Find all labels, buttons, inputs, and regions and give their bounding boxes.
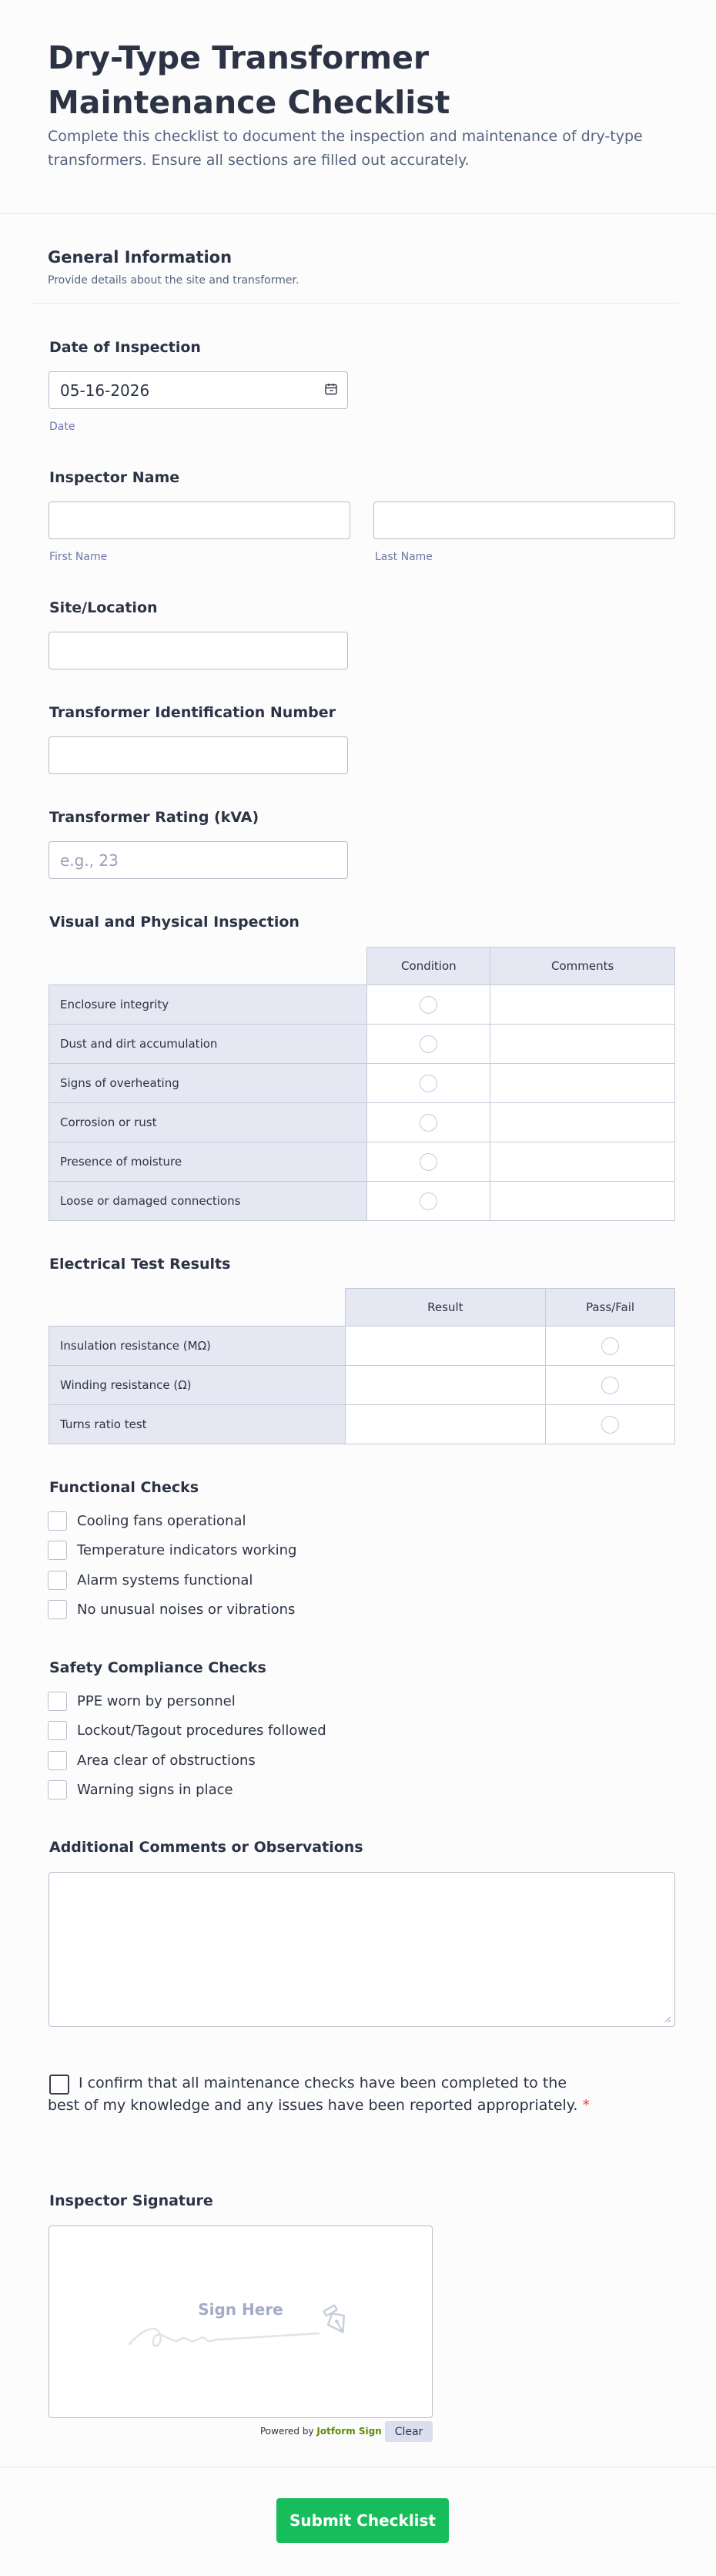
condition-cell bbox=[367, 1103, 490, 1142]
confirmation-text bbox=[48, 2072, 602, 2117]
signature-placeholder: Sign Here bbox=[198, 2300, 283, 2319]
section-heading: General Information bbox=[48, 248, 233, 267]
column-header: Result bbox=[345, 1289, 546, 1327]
matrix-corner bbox=[49, 948, 367, 985]
checkbox[interactable] bbox=[48, 1600, 67, 1619]
signature-scribble-icon bbox=[126, 2299, 357, 2353]
date-sublabel: Date bbox=[49, 421, 75, 433]
section-divider bbox=[32, 303, 679, 304]
option-label: Cooling fans operational bbox=[77, 1513, 246, 1529]
pass-fail-radio[interactable] bbox=[601, 1377, 619, 1394]
condition-radio[interactable] bbox=[420, 1114, 437, 1132]
calendar-icon[interactable] bbox=[324, 382, 338, 396]
table-row bbox=[49, 1182, 675, 1221]
checkbox[interactable] bbox=[48, 1571, 67, 1590]
last-name-sublabel: Last Name bbox=[375, 551, 433, 563]
form-header bbox=[0, 0, 716, 214]
site-location-label: Site/Location bbox=[49, 599, 158, 616]
electrical-tests-label: Electrical Test Results bbox=[49, 1256, 231, 1273]
powered-prefix: Powered by bbox=[260, 2426, 314, 2437]
pass-fail-radio[interactable] bbox=[601, 1416, 619, 1434]
option-label: Alarm systems functional bbox=[77, 1572, 253, 1588]
submit-button[interactable]: Submit Checklist bbox=[276, 2498, 449, 2543]
confirmation-label: I confirm that all maintenance checks have been completed to the best of my knowledge and any issues have been reported appropriately. bbox=[48, 2075, 578, 2114]
condition-radio[interactable] bbox=[420, 996, 437, 1014]
visual-inspection-matrix bbox=[49, 947, 675, 1221]
option-label: No unusual noises or vibrations bbox=[77, 1602, 296, 1618]
comments-label: Additional Comments or Observations bbox=[49, 1839, 363, 1856]
functional-checks-label: Functional Checks bbox=[49, 1479, 199, 1496]
resize-grip-icon[interactable] bbox=[664, 2015, 671, 2023]
condition-cell bbox=[367, 1025, 490, 1064]
visual-inspection-label: Visual and Physical Inspection bbox=[49, 914, 299, 931]
first-name-sublabel: First Name bbox=[49, 551, 108, 563]
confirmation-checkbox[interactable] bbox=[49, 2075, 69, 2095]
row-label: Turns ratio test bbox=[49, 1405, 346, 1444]
condition-cell bbox=[367, 1142, 490, 1182]
condition-radio[interactable] bbox=[420, 1075, 437, 1092]
condition-radio[interactable] bbox=[420, 1192, 437, 1210]
row-label: Winding resistance (Ω) bbox=[49, 1366, 346, 1405]
condition-radio[interactable] bbox=[420, 1153, 437, 1171]
pass-fail-cell bbox=[546, 1405, 675, 1444]
column-header: Condition bbox=[367, 948, 490, 985]
checkbox[interactable] bbox=[48, 1751, 67, 1770]
table-row bbox=[49, 1103, 675, 1142]
electrical-tests-matrix bbox=[49, 1288, 675, 1444]
required-marker: * bbox=[582, 2097, 590, 2114]
checkbox[interactable] bbox=[48, 1692, 67, 1711]
clear-signature-button[interactable]: Clear bbox=[385, 2421, 433, 2442]
row-label: Signs of overheating bbox=[49, 1064, 367, 1103]
pass-fail-radio[interactable] bbox=[601, 1337, 619, 1355]
section-subheading: Provide details about the site and transformer. bbox=[48, 274, 299, 287]
column-header: Pass/Fail bbox=[546, 1289, 675, 1327]
checkbox[interactable] bbox=[48, 1721, 67, 1740]
transformer-rating-label: Transformer Rating (kVA) bbox=[49, 809, 259, 826]
table-row bbox=[49, 1142, 675, 1182]
table-row bbox=[49, 985, 675, 1025]
row-label: Corrosion or rust bbox=[49, 1103, 367, 1142]
safety-checks-label: Safety Compliance Checks bbox=[49, 1659, 266, 1676]
pass-fail-cell bbox=[546, 1327, 675, 1366]
result-cell[interactable] bbox=[345, 1405, 546, 1444]
option-label: Warning signs in place bbox=[77, 1782, 233, 1798]
form-subtitle: Complete this checklist to document the inspection and maintenance of dry-type transformers. Ensure all sections are filled out accurately. bbox=[48, 128, 643, 169]
site-location-input[interactable] bbox=[49, 632, 348, 669]
result-cell[interactable] bbox=[345, 1366, 546, 1405]
last-name-input[interactable] bbox=[373, 501, 675, 539]
first-name-input[interactable] bbox=[49, 501, 350, 539]
option-label: Area clear of obstructions bbox=[77, 1753, 256, 1769]
signature-pad[interactable] bbox=[49, 2225, 433, 2418]
comments-cell[interactable] bbox=[490, 1103, 675, 1142]
comments-textarea[interactable] bbox=[49, 1872, 675, 2027]
transformer-rating-input[interactable]: e.g., 23 bbox=[49, 841, 348, 879]
powered-by bbox=[260, 2426, 382, 2437]
comments-cell[interactable] bbox=[490, 1182, 675, 1221]
option-label: PPE worn by personnel bbox=[77, 1693, 236, 1709]
transformer-id-input[interactable] bbox=[49, 736, 348, 774]
comments-cell[interactable] bbox=[490, 1025, 675, 1064]
checkbox[interactable] bbox=[48, 1541, 67, 1560]
checkbox[interactable] bbox=[48, 1511, 67, 1531]
powered-brand: Jotform Sign bbox=[316, 2426, 382, 2437]
table-row bbox=[49, 1025, 675, 1064]
table-row bbox=[49, 1366, 675, 1405]
condition-radio[interactable] bbox=[420, 1035, 437, 1053]
condition-cell bbox=[367, 1182, 490, 1221]
matrix-corner bbox=[49, 1289, 346, 1327]
row-label: Insulation resistance (MΩ) bbox=[49, 1327, 346, 1366]
comments-cell[interactable] bbox=[490, 1064, 675, 1103]
checkbox[interactable] bbox=[48, 1780, 67, 1800]
option-label: Lockout/Tagout procedures followed bbox=[77, 1722, 326, 1739]
date-input[interactable] bbox=[49, 371, 348, 409]
date-label: Date of Inspection bbox=[49, 339, 201, 356]
transformer-id-label: Transformer Identification Number bbox=[49, 704, 336, 721]
column-header: Comments bbox=[490, 948, 675, 985]
comments-cell[interactable] bbox=[490, 985, 675, 1025]
result-cell[interactable] bbox=[345, 1327, 546, 1366]
row-label: Dust and dirt accumulation bbox=[49, 1025, 367, 1064]
row-label: Presence of moisture bbox=[49, 1142, 367, 1182]
row-label: Loose or damaged connections bbox=[49, 1182, 367, 1221]
condition-cell bbox=[367, 1064, 490, 1103]
table-row bbox=[49, 1327, 675, 1366]
option-label: Temperature indicators working bbox=[77, 1542, 297, 1558]
table-row bbox=[49, 1064, 675, 1103]
row-label: Enclosure integrity bbox=[49, 985, 367, 1025]
comments-cell[interactable] bbox=[490, 1142, 675, 1182]
date-value: 05-16-2026 bbox=[60, 381, 150, 400]
table-row bbox=[49, 1405, 675, 1444]
condition-cell bbox=[367, 985, 490, 1025]
inspector-name-label: Inspector Name bbox=[49, 469, 180, 486]
signature-label: Inspector Signature bbox=[49, 2192, 213, 2209]
pass-fail-cell bbox=[546, 1366, 675, 1405]
form-title: Dry-Type Transformer Maintenance Checklist bbox=[48, 39, 450, 121]
